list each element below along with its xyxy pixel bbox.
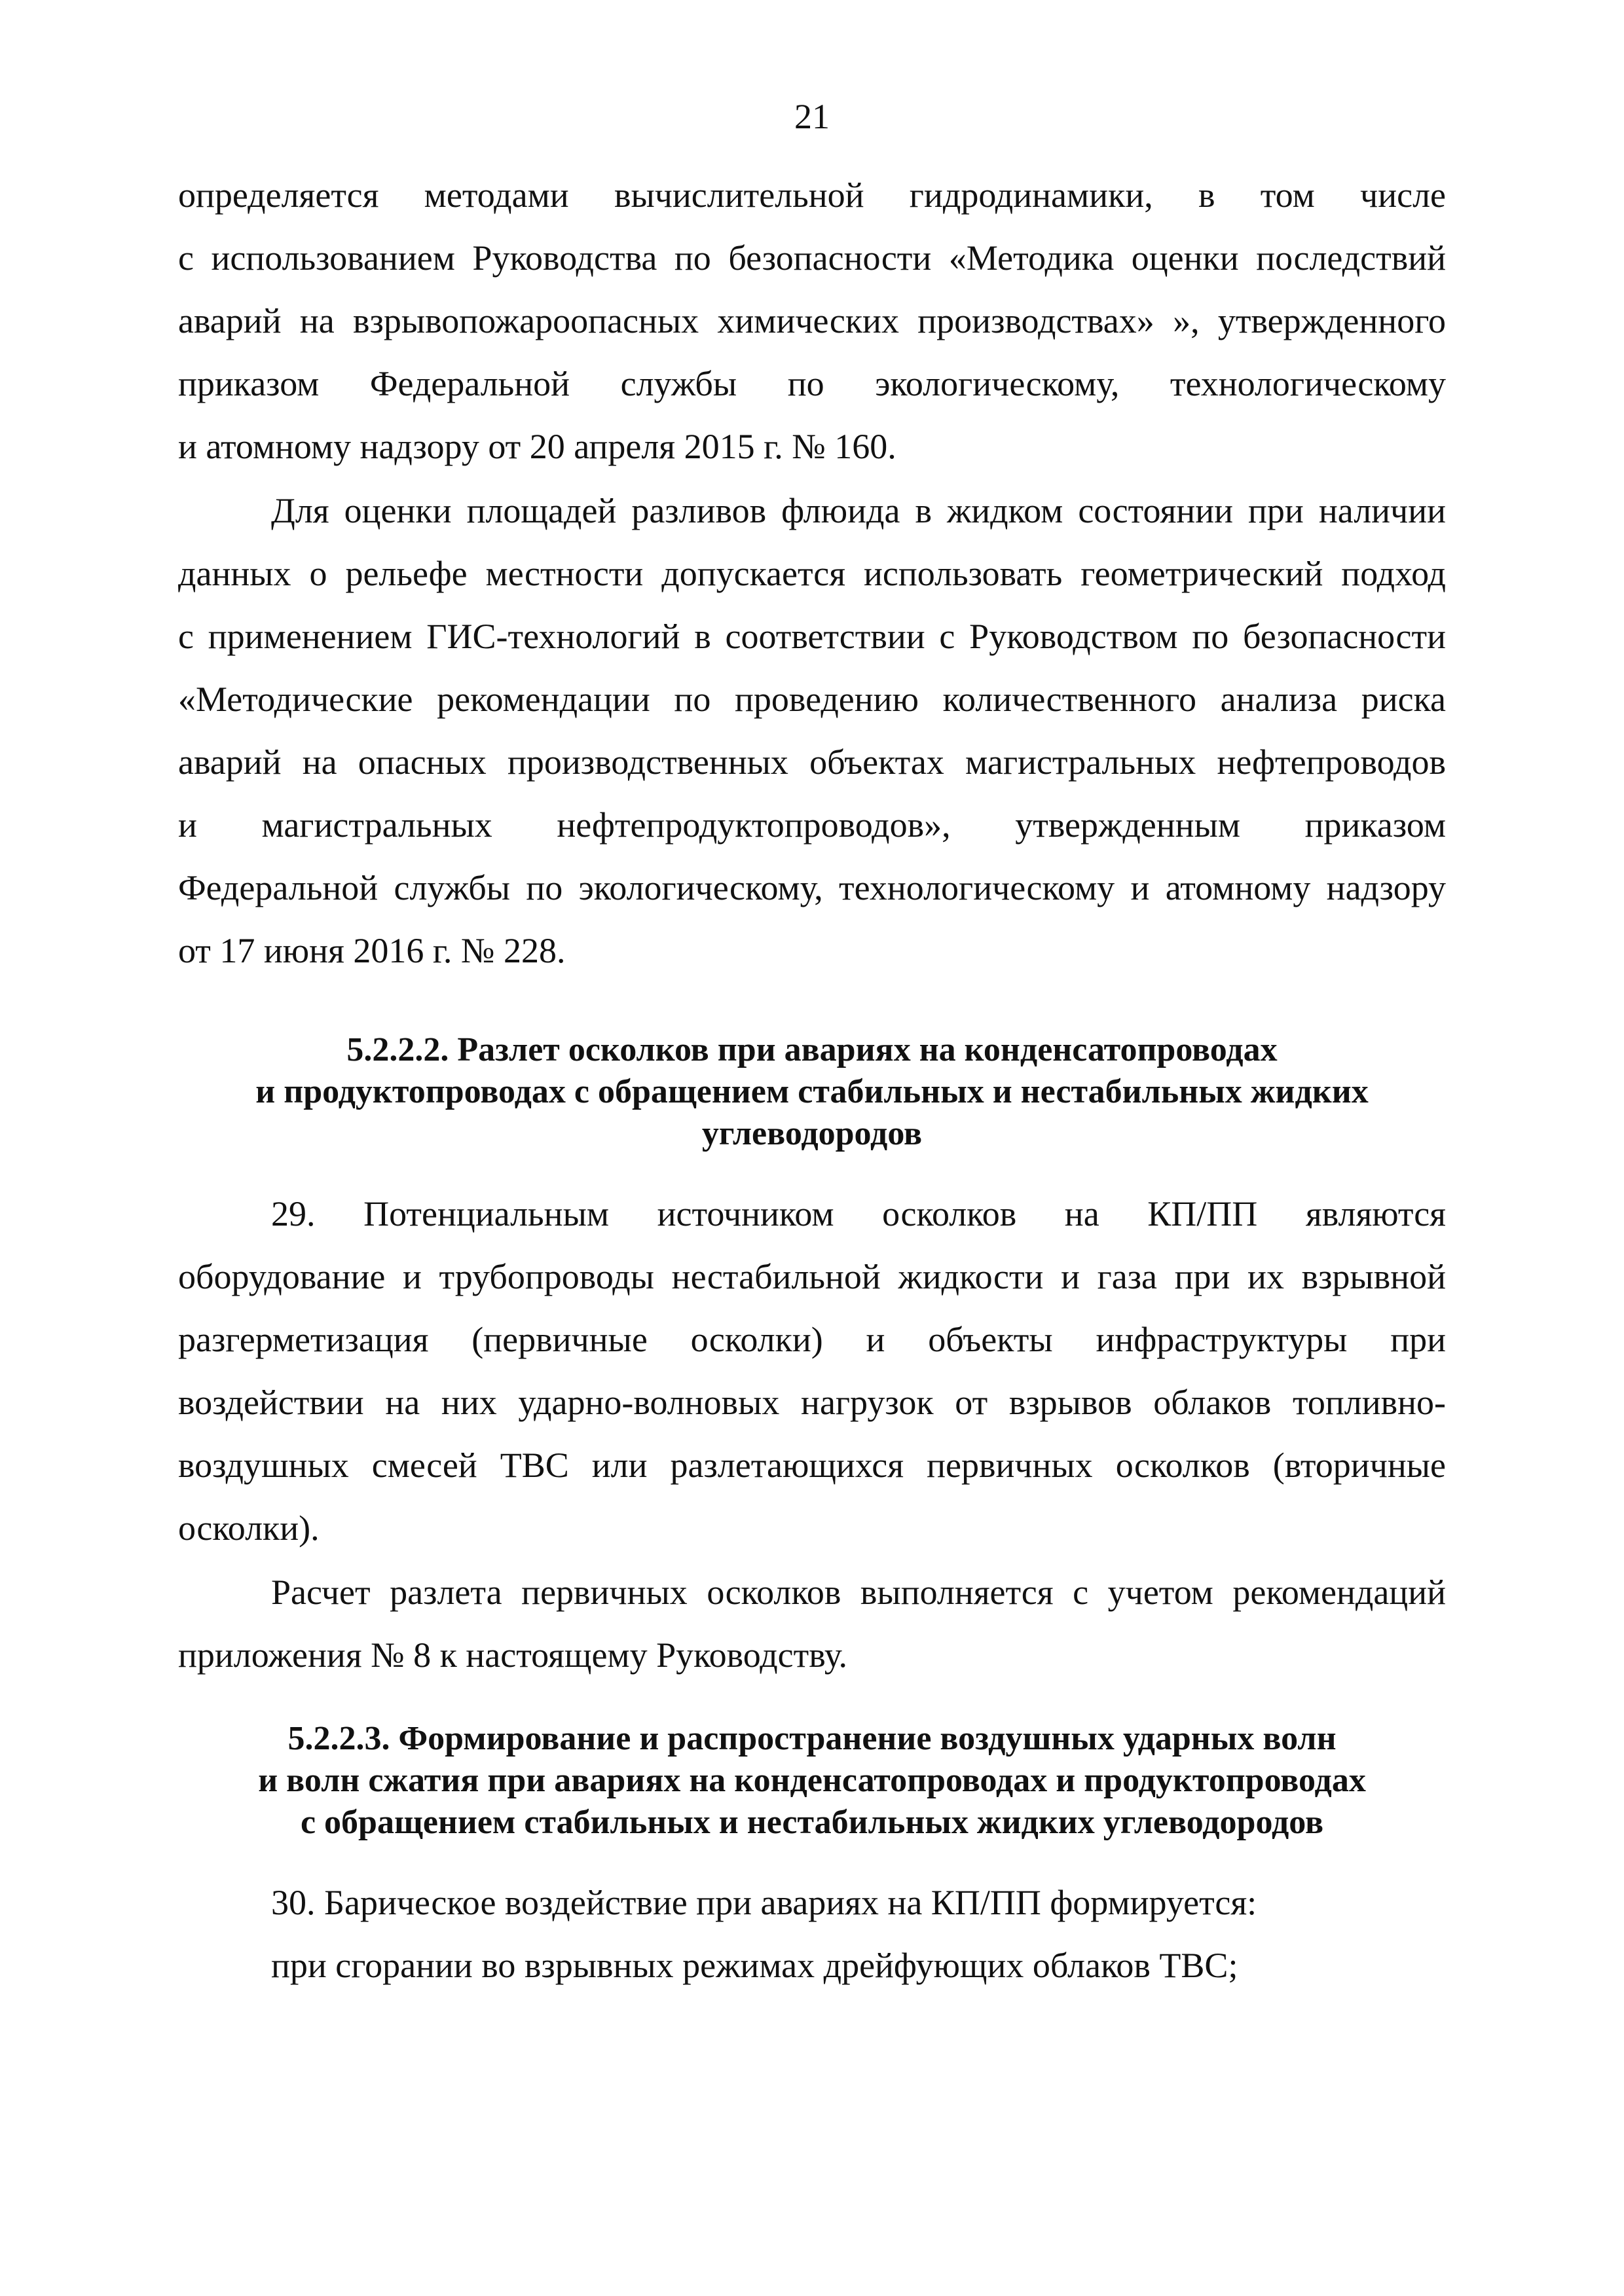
section-heading-5-2-2-2 (178, 1029, 1446, 1155)
text-line: Расчет разлета первичных осколков выполняется с учетом рекомендаций (271, 1573, 1446, 1612)
text-line: воздействии на них ударно-волновых нагрузок от взрывов облаков топливно- (178, 1383, 1446, 1422)
text-line: разгерметизация (первичные осколки) и объекты инфраструктуры при (178, 1320, 1446, 1359)
text-line: аварий на взрывопожароопасных химических производствах» », утвержденного (178, 301, 1446, 340)
text-line: Для оценки площадей разливов флюида в жидком состоянии при наличии (271, 491, 1446, 530)
heading-line: с обращением стабильных и нестабильных жидких углеводородов (300, 1804, 1324, 1841)
text-line: 30. Барическое воздействие при авариях на КП/ПП формируется: (271, 1883, 1257, 1922)
text-line: аварий на опасных производственных объектах магистральных нефтепроводов (178, 742, 1446, 782)
text-line: приказом Федеральной службы по экологическому, технологическому (178, 364, 1446, 403)
text-line: осколки). (178, 1508, 320, 1548)
section-heading-5-2-2-3 (178, 1718, 1446, 1844)
text-line: приложения № 8 к настоящему Руководству. (178, 1635, 847, 1675)
text-line: и атомному надзору от 20 апреля 2015 г. № 160. (178, 427, 896, 466)
paragraph-fragments-calculation (178, 1561, 1446, 1686)
heading-line: углеводородов (701, 1115, 923, 1152)
text-line: определяется методами вычислительной гидродинамики, в том числе (178, 175, 1446, 215)
paragraph-29 (178, 1182, 1446, 1559)
text-line: данных о рельефе местности допускается использовать геометрический подход (178, 554, 1446, 593)
text-line: 29. Потенциальным источником осколков на КП/ПП являются (271, 1194, 1446, 1233)
heading-line: 5.2.2.3. Формирование и распространение воздушных ударных волн (287, 1720, 1337, 1757)
heading-line: и волн сжатия при авариях на конденсатопроводах и продуктопроводах (258, 1762, 1366, 1799)
text-line: при сгорании во взрывных режимах дрейфующих облаков ТВС; (271, 1946, 1238, 1985)
text-line: с применением ГИС-технологий в соответствии с Руководством по безопасности (178, 617, 1446, 656)
heading-line: 5.2.2.2. Разлет осколков при авариях на конденсатопроводах (346, 1031, 1278, 1068)
text-line: с использованием Руководства по безопасности «Методика оценки последствий (178, 238, 1446, 278)
paragraph-30 (178, 1871, 1446, 1997)
text-line: от 17 июня 2016 г. № 228. (178, 931, 566, 970)
text-line: и магистральных нефтепродуктопроводов», утвержденным приказом (178, 805, 1446, 845)
text-line: оборудование и трубопроводы нестабильной жидкости и газа при их взрывной (178, 1257, 1446, 1296)
text-line: «Методические рекомендации по проведению количественного анализа риска (178, 680, 1446, 719)
page-number: 21 (794, 97, 830, 136)
heading-line: и продуктопроводах с обращением стабильных и нестабильных жидких (255, 1073, 1369, 1110)
text-line: воздушных смесей ТВС или разлетающихся первичных осколков (вторичные (178, 1446, 1446, 1485)
paragraph-continuation (178, 164, 1446, 478)
text-line: Федеральной службы по экологическому, технологическому и атомному надзору (178, 868, 1446, 907)
paragraph-spill-assessment (178, 479, 1446, 982)
